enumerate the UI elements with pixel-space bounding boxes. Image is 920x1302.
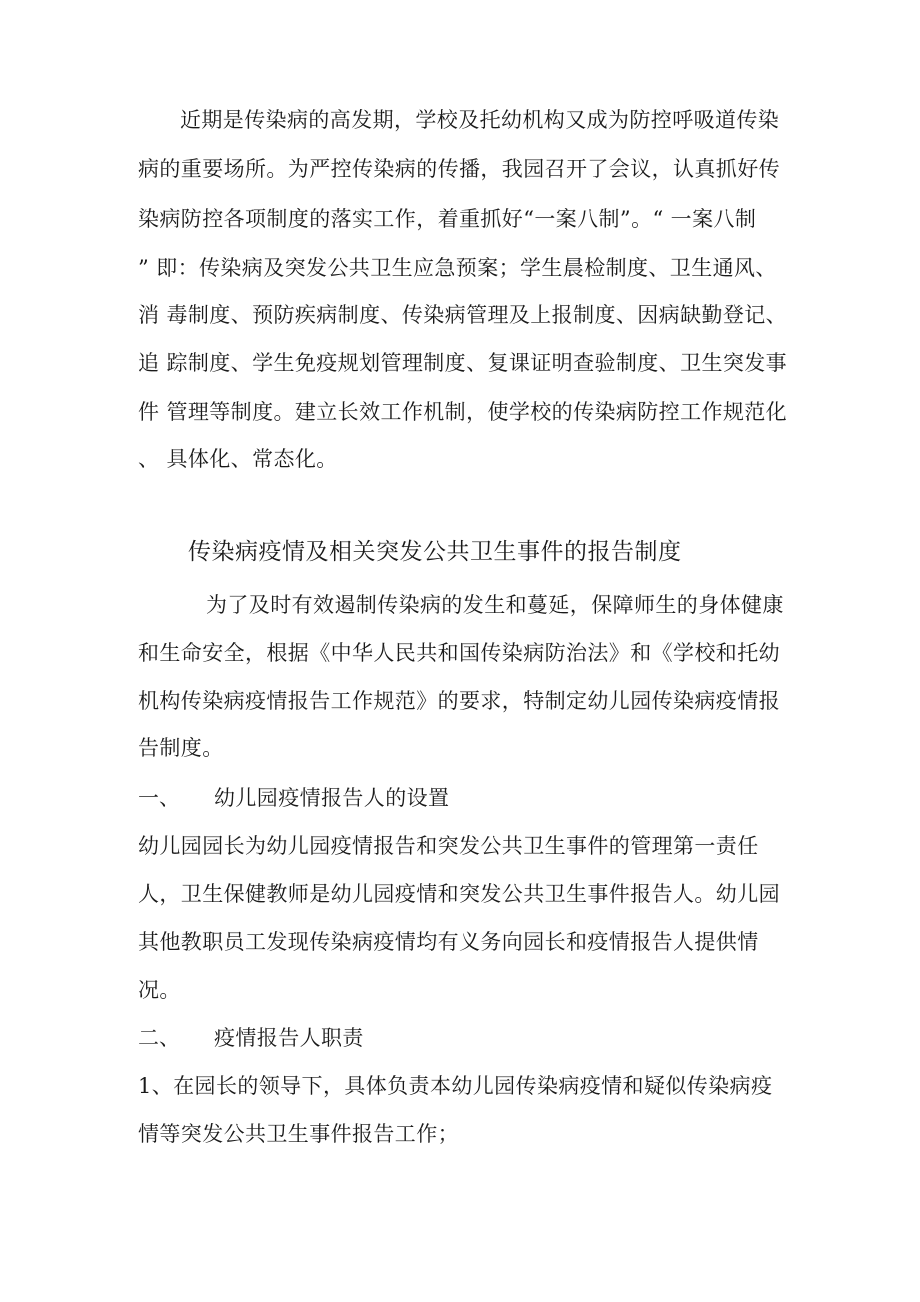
section-2-number: 二、 [138, 1026, 180, 1050]
intro-line: 追 踪制度、学生免疫规划管理制度、复课证明查验制度、卫生突发事 [138, 351, 788, 375]
intro-line: 件 管理等制度。建立长效工作机制，使学校的传染病防控工作规范化 [138, 400, 788, 424]
preamble-line: 告制度。 [138, 736, 224, 760]
intro-line: 近期是传染病的高发期，学校及托幼机构又成为防控呼吸道传染 [180, 108, 780, 132]
document-title: 传染病疫情及相关突发公共卫生事件的报告制度 [188, 539, 682, 565]
intro-line: 染病防控各项制度的落实工作，着重抓好“一案八制”。“ 一案八制 [138, 207, 757, 231]
section-1-title: 幼儿园疫情报告人的设置 [214, 786, 450, 810]
section-1-line: 幼儿园园长为幼儿园疫情报告和突发公共卫生事件的管理第一责任 [138, 834, 759, 858]
section-1-number: 一、 [138, 786, 180, 810]
section-1-line: 况。 [138, 978, 181, 1002]
section-2-title: 疫情报告人职责 [214, 1026, 364, 1050]
intro-line: 、 具体化、常态化。 [138, 447, 338, 471]
intro-line: 消 毒制度、预防疾病制度、传染病管理及上报制度、因病缺勤登记、 [138, 303, 788, 327]
section-2-line: 1、在园长的领导下，具体负责本幼儿园传染病疫情和疑似传染病疫 [138, 1074, 773, 1098]
intro-line: 病的重要场所。为严控传染病的传播，我园召开了会议，认真抓好传 [138, 157, 780, 181]
section-1-line: 人，卫生保健教师是幼儿园疫情和突发公共卫生事件报告人。幼儿园 [138, 882, 780, 906]
intro-line: ” 即：传染病及突发公共卫生应急预案；学生晨检制度、卫生通风、 [138, 256, 777, 280]
section-2-line: 情等突发公共卫生事件报告工作； [138, 1122, 459, 1146]
preamble-line: 和生命安全，根据《中华人民共和国传染病防治法》和《学校和托幼 [138, 641, 780, 665]
preamble-line: 为了及时有效遏制传染病的发生和蔓延，保障师生的身体健康 [206, 593, 784, 617]
section-1-line: 其他教职员工发现传染病疫情均有义务向园长和疫情报告人提供情 [138, 930, 759, 954]
preamble-line: 机构传染病疫情报告工作规范》的要求，特制定幼儿园传染病疫情报 [138, 689, 780, 713]
